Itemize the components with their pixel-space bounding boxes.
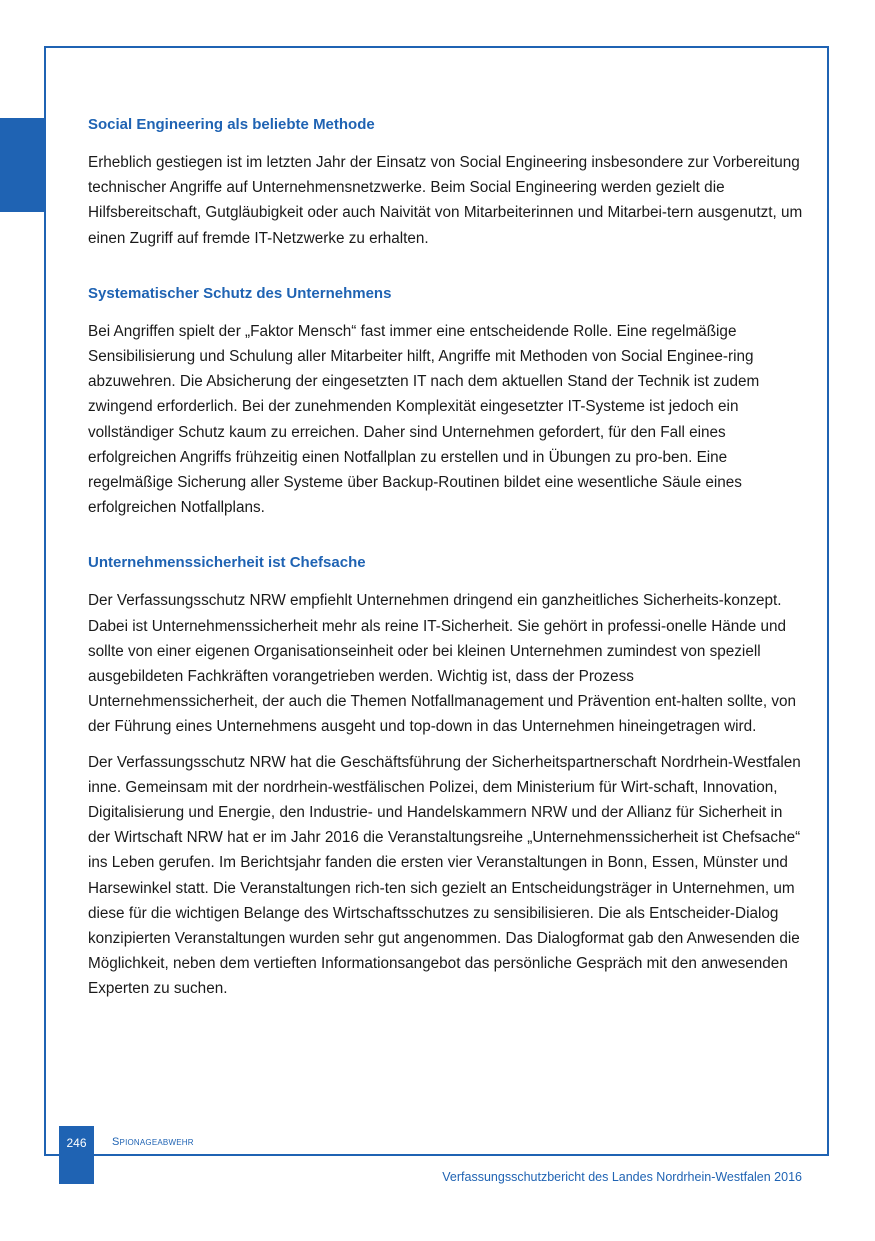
section-paragraph: Bei Angriffen spielt der „Faktor Mensch“ fast immer eine entscheidende Rolle. Eine regelmäßige Sensibilisierung und Schulung aller Mitarbeiter hilft, Angriffe mit Methoden von Social Enginee-ring abzuwehren. Die Absicherung der eingesetzten IT nach dem aktuellen Stand der Technik ist zudem zwingend erforderlich. Bei der zunehmenden Komplexität eingesetzter IT-Systeme ist jedoch ein vollständiger Schutz kaum zu erreichen. Daher sind Unternehmen gefordert, für den Fall eines erfolgreichen Angriffs frühzeitig einen Notfallplan zu erstellen und in Übungen zu pro-ben. Eine regelmäßige Sicherung aller Systeme über Backup-Routinen bildet eine wesentliche Säule eines erfolgreichen Notfallplans. <box>88 322 760 517</box>
side-tab-marker <box>0 118 44 212</box>
section-heading: Systematischer Schutz des Unternehmens <box>88 284 392 302</box>
main-content <box>88 108 804 1028</box>
section-heading: Social Engineering als beliebte Methode <box>88 116 375 133</box>
publication-title: Verfassungsschutzbericht des Landes Nordrhein-Westfalen 2016 <box>442 1170 802 1184</box>
section-paragraph: Der Verfassungsschutz NRW empfiehlt Unternehmen dringend ein ganzheitliches Sicherheits-konzept. Dabei ist Unternehmenssicherheit mehr als reine IT-Sicherheit. Sie gehört in professi-onelle Hände und sollte von einer eigenen Organisationseinheit oder bei kleinen Unternehmen zumindest von speziell ausgebildeten Fachkräften vorangetrieben werden. Wichtig ist, dass der Prozess Unternehmenssicherheit, der auch die Themen Notfallmanagement und Prävention ent-halten sollte, von der Führung eines Unternehmens ausgeht und top-down in das Unternehmen hineingetragen wird. <box>88 592 797 736</box>
section-paragraph: Der Verfassungsschutz NRW hat die Geschäftsführung der Sicherheitspartnerschaft Nordrhein-Westfalen inne. Gemeinsam mit der nordrhein-westfälischen Polizei, dem Ministerium für Wirt-schaft, Innovation, Digitalisierung und Energie, den Industrie- und Handelskammern NRW und der Allianz für Sicherheit in der Wirtschaft NRW hat er im Jahr 2016 die Veranstaltungsreihe „Unternehmenssicherheit ist Chefsache“ ins Leben gerufen. Im Berichtsjahr fanden die ersten vier Veranstaltungen in Bonn, Essen, Münster und Harsewinkel statt. Die Veranstaltungen rich-ten sich gezielt an Entscheidungsträger in Unternehmen, um diese für die wichtigen Belange des Wirtschaftsschutzes zu sensibilisieren. Die als Entscheider-Dialog konzipierten Veranstaltungen wurden sehr gut angenommen. Das Dialogformat gab den Anwesenden die Möglichkeit, neben dem vertieften Informationsangebot das persönliche Gespräch mit den anwesenden Experten zu suchen. <box>88 753 801 998</box>
section-paragraph: Erheblich gestiegen ist im letzten Jahr der Einsatz von Social Engineering insbesondere zur Vorbereitung technischer Angriffe auf Unternehmensnetzwerke. Beim Social Engineering werden gezielt die Hilfsbereitschaft, Gutgläubigkeit oder auch Naivität von Mitarbeiterinnen und Mitarbei-tern ausgenutzt, um einen Zugriff auf fremde IT-Netzwerke zu erhalten. <box>88 154 803 247</box>
section-chefsache <box>88 546 804 1001</box>
section-heading: Unternehmenssicherheit ist Chefsache <box>88 554 366 572</box>
section-social-engineering <box>88 108 804 251</box>
section-systematischer-schutz <box>88 277 804 521</box>
chapter-label: Spionageabwehr <box>112 1136 194 1148</box>
page-number: 246 <box>59 1126 94 1184</box>
